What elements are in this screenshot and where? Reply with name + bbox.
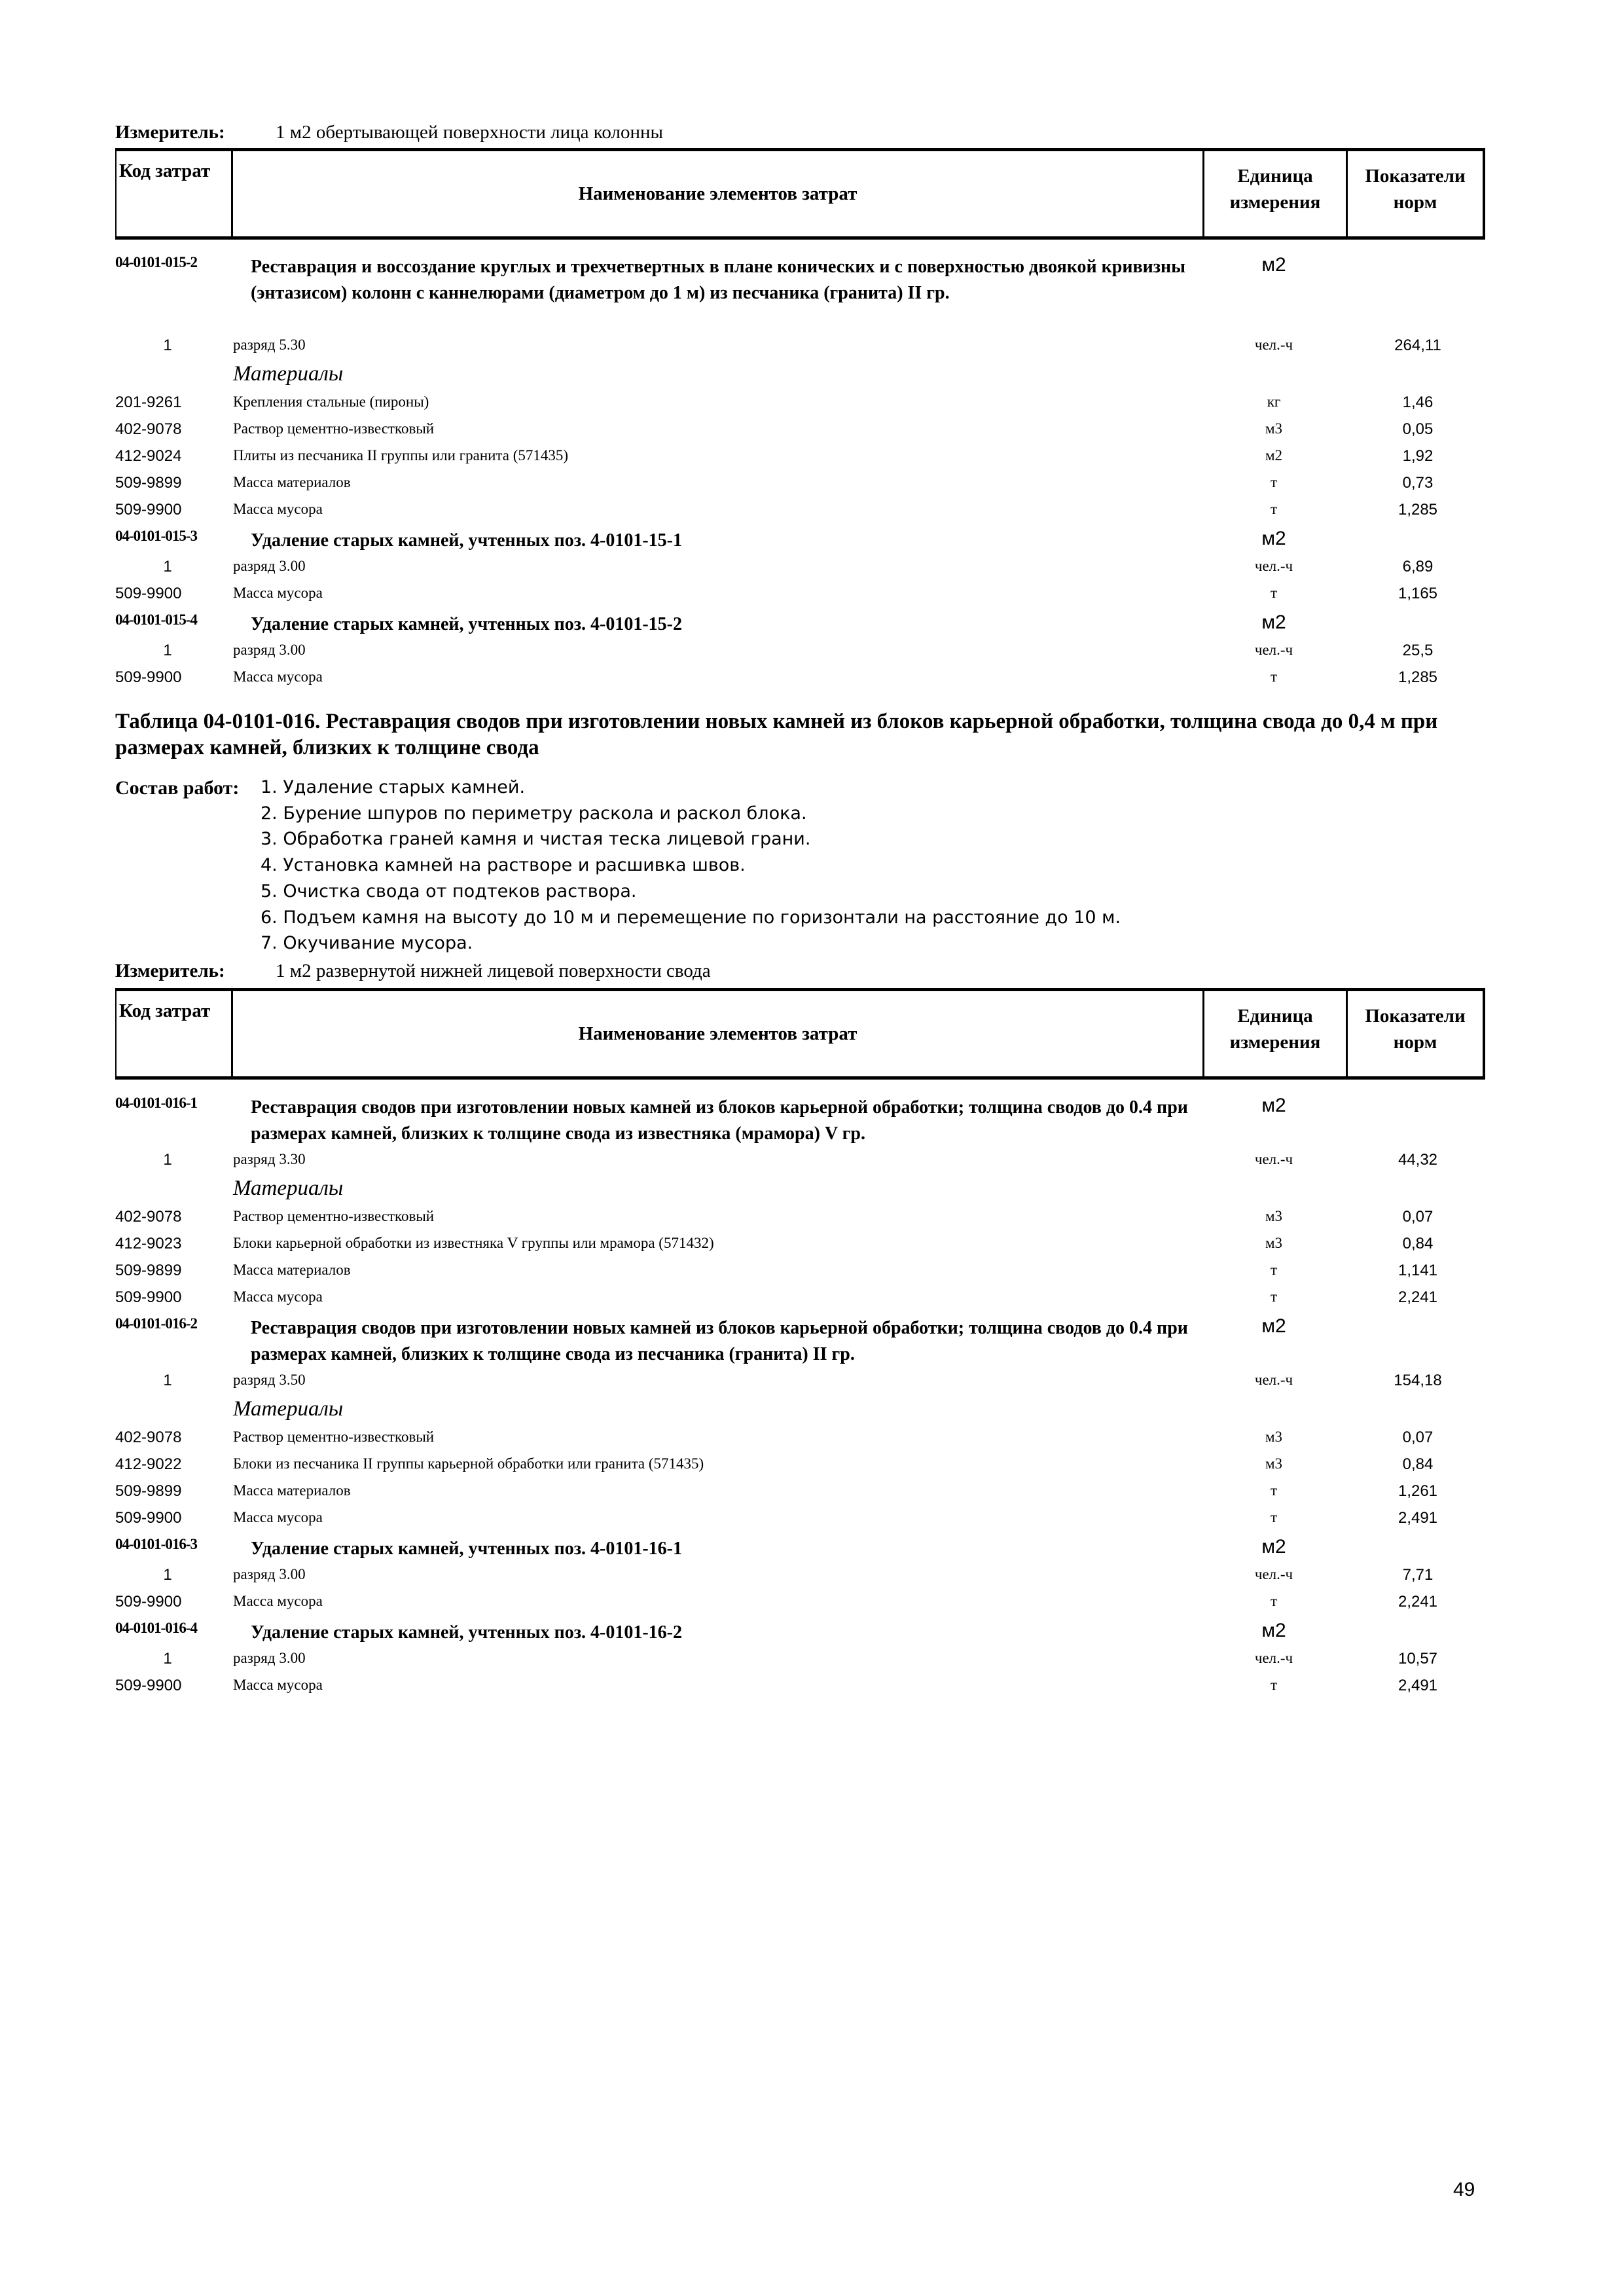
cost-code: 04-0101-015-3 <box>115 528 197 544</box>
norm-value: 1,46 <box>1402 393 1434 411</box>
materials-heading-row <box>115 363 1485 393</box>
header-norm <box>1348 151 1483 236</box>
table-row <box>115 447 1485 474</box>
item-name: разряд 3.00 <box>233 1650 306 1666</box>
cost-code: 04-0101-015-4 <box>115 611 197 628</box>
table-row <box>115 668 1485 695</box>
norm-value: 2,491 <box>1398 1677 1438 1694</box>
measure-label: Измеритель: <box>115 122 225 143</box>
norm-value: 154,18 <box>1394 1372 1442 1389</box>
table-row <box>115 1429 1485 1455</box>
header-unit-line1: Единица <box>1237 166 1313 187</box>
table-row <box>115 1262 1485 1288</box>
unit: м3 <box>1265 1208 1283 1224</box>
table-row <box>115 585 1485 611</box>
item-name: Масса мусора <box>233 1288 323 1305</box>
cost-code: 509-9899 <box>115 474 182 492</box>
work-label: Состав работ: <box>115 777 240 799</box>
table-row <box>115 501 1485 528</box>
cost-code: 509-9899 <box>115 1262 182 1279</box>
norm-value: 1,261 <box>1398 1482 1438 1500</box>
unit: т <box>1270 501 1278 517</box>
header-unit-line2: измерения <box>1229 192 1321 213</box>
item-name: разряд 3.50 <box>233 1372 306 1388</box>
unit: м2 <box>1261 1095 1286 1116</box>
item-name: Удаление старых камней, учтенных поз. 4-0101-16-1 <box>251 1539 682 1559</box>
norm-title-row <box>115 1095 1485 1151</box>
cost-code: 04-0101-016-1 <box>115 1095 197 1111</box>
materials-heading-row <box>115 1178 1485 1208</box>
norm-title-row <box>115 611 1485 642</box>
item-name: разряд 3.30 <box>233 1151 306 1167</box>
table-row <box>115 1208 1485 1235</box>
norm-value: 2,241 <box>1398 1288 1438 1306</box>
table-row <box>115 1235 1485 1262</box>
table-row <box>115 1151 1485 1178</box>
unit: чел.-ч <box>1254 1151 1293 1167</box>
cost-code: 509-9899 <box>115 1482 182 1500</box>
norm-value: 264,11 <box>1394 337 1441 354</box>
table-row <box>115 558 1485 585</box>
table-row <box>115 1593 1485 1620</box>
table-row <box>115 1482 1485 1509</box>
item-name: Блоки карьерной обработки из известняка V группы или мрамора (571432) <box>233 1235 714 1251</box>
table-row <box>115 337 1485 363</box>
unit: т <box>1270 1593 1278 1609</box>
cost-code: 509-9900 <box>115 1288 182 1306</box>
cost-code: 509-9900 <box>115 1509 182 1527</box>
item-name: Плиты из песчаника II группы или гранита (571435) <box>233 447 569 464</box>
table-row <box>115 393 1485 420</box>
item-name: Раствор цементно-известковый <box>233 1429 435 1445</box>
work-item: 2. Бурение шпуров по периметру раскола и раскол блока. <box>261 803 807 824</box>
norm-value: 0,07 <box>1402 1208 1434 1226</box>
unit: т <box>1270 1482 1278 1499</box>
table-row <box>115 474 1485 501</box>
measure-line-1 <box>115 122 663 143</box>
cost-code: 509-9900 <box>115 668 182 686</box>
cost-code: 509-9900 <box>115 501 182 519</box>
table-title: Таблица 04-0101-016. Реставрация сводов при изготовлении новых камней из блоков карьерной обработки, толщина свода до 0,4 м при размерах камней, близких к толщине свода <box>115 710 1438 759</box>
unit: чел.-ч <box>1254 1372 1293 1388</box>
item-name: Материалы <box>233 362 344 386</box>
table-header-2 <box>115 988 1485 1080</box>
header-code: Код затрат <box>117 991 233 1076</box>
table-row <box>115 1509 1485 1536</box>
measure-line-2 <box>115 960 711 982</box>
norm-value: 0,05 <box>1402 420 1434 438</box>
unit: м3 <box>1265 420 1283 437</box>
norm-value: 6,89 <box>1402 558 1434 575</box>
item-name: разряд 3.00 <box>233 642 306 658</box>
table-row <box>115 1566 1485 1593</box>
norm-value: 25,5 <box>1402 642 1434 659</box>
section-015-rows <box>115 254 1485 695</box>
norm-value: 7,71 <box>1402 1566 1434 1584</box>
item-number: 1 <box>163 558 172 575</box>
work-item: 3. Обработка граней камня и чистая теска лицевой грани. <box>261 829 811 850</box>
unit: т <box>1270 1509 1278 1525</box>
materials-heading-row <box>115 1398 1485 1429</box>
norm-title-row <box>115 1536 1485 1566</box>
cost-code: 402-9078 <box>115 1208 182 1226</box>
unit: м2 <box>1261 1536 1286 1558</box>
item-name: Удаление старых камней, учтенных поз. 4-0101-16-2 <box>251 1622 682 1643</box>
unit: м3 <box>1265 1429 1283 1445</box>
item-name: Реставрация сводов при изготовлении новых камней из блоков карьерной обработки; толщина сводов до 0.4 при размерах камней, близких к толщине свода из известняка (мрамора) V гр. <box>251 1097 1188 1144</box>
unit: м2 <box>1265 447 1283 464</box>
item-name: Блоки из песчаника II группы карьерной обработки или гранита (571435) <box>233 1455 704 1472</box>
header-unit-line2: измерения <box>1229 1032 1321 1053</box>
unit: чел.-ч <box>1254 558 1293 574</box>
header-norm <box>1348 991 1483 1076</box>
cost-code: 04-0101-016-4 <box>115 1620 197 1636</box>
unit: м2 <box>1261 1620 1286 1641</box>
item-name: Раствор цементно-известковый <box>233 1208 435 1224</box>
norm-title-row <box>115 1620 1485 1650</box>
work-item: 5. Очистка свода от подтеков раствора. <box>261 881 637 902</box>
norm-value: 1,285 <box>1398 668 1438 686</box>
header-name: Наименование элементов затрат <box>233 151 1204 236</box>
norm-value: 0,84 <box>1402 1455 1434 1473</box>
unit: м2 <box>1261 611 1286 633</box>
table-row <box>115 1650 1485 1677</box>
unit: т <box>1270 585 1278 601</box>
table-row <box>115 1372 1485 1398</box>
table-header-1 <box>115 148 1485 240</box>
work-item: 7. Окучивание мусора. <box>261 933 473 954</box>
section-016-rows <box>115 1095 1485 1704</box>
cost-code: 412-9023 <box>115 1235 182 1252</box>
table-row <box>115 1455 1485 1482</box>
header-norm-line2: норм <box>1393 192 1437 213</box>
cost-code: 412-9022 <box>115 1455 182 1473</box>
header-name: Наименование элементов затрат <box>233 991 1204 1076</box>
table-row <box>115 1288 1485 1315</box>
item-number: 1 <box>163 1372 172 1389</box>
cost-code: 412-9024 <box>115 447 182 465</box>
measure-value: 1 м2 развернутой нижней лицевой поверхности свода <box>276 960 711 981</box>
item-number: 1 <box>163 1566 172 1584</box>
item-name: Раствор цементно-известковый <box>233 420 435 437</box>
norm-value: 0,84 <box>1402 1235 1434 1252</box>
unit: м2 <box>1261 1315 1286 1337</box>
unit: чел.-ч <box>1254 642 1293 658</box>
cost-code: 04-0101-015-2 <box>115 254 197 270</box>
work-item: 1. Удаление старых камней. <box>261 777 526 797</box>
table-row <box>115 642 1485 668</box>
unit: м2 <box>1261 254 1286 276</box>
item-name: Крепления стальные (пироны) <box>233 393 429 410</box>
norm-title-row <box>115 1315 1485 1372</box>
unit: чел.-ч <box>1254 1566 1293 1582</box>
header-norm-line2: норм <box>1393 1032 1437 1053</box>
item-name: Масса мусора <box>233 668 323 685</box>
header-unit <box>1204 991 1348 1076</box>
item-name: Материалы <box>233 1176 344 1200</box>
cost-code: 201-9261 <box>115 393 182 411</box>
cost-code: 04-0101-016-3 <box>115 1536 197 1552</box>
table-row <box>115 420 1485 447</box>
item-name: разряд 3.00 <box>233 558 306 574</box>
work-item: 6. Подъем камня на высоту до 10 м и перемещение по горизонтали на расстояние до 10 м. <box>261 907 1121 928</box>
norm-value: 2,491 <box>1398 1509 1438 1527</box>
item-name: Масса мусора <box>233 1677 323 1693</box>
cost-code: 402-9078 <box>115 420 182 438</box>
unit: кг <box>1267 393 1281 410</box>
item-name: разряд 5.30 <box>233 337 306 353</box>
item-name: разряд 3.00 <box>233 1566 306 1582</box>
norm-value: 44,32 <box>1398 1151 1438 1169</box>
cost-code: 509-9900 <box>115 585 182 602</box>
item-number: 1 <box>163 1650 172 1667</box>
cost-code: 04-0101-016-2 <box>115 1315 197 1332</box>
item-name: Масса материалов <box>233 1262 351 1278</box>
unit: чел.-ч <box>1254 1650 1293 1666</box>
measure-label: Измеритель: <box>115 960 225 981</box>
norm-value: 1,141 <box>1398 1262 1438 1279</box>
item-name: Масса мусора <box>233 585 323 601</box>
item-name: Масса материалов <box>233 474 351 490</box>
unit: м3 <box>1265 1455 1283 1472</box>
item-name: Масса мусора <box>233 1509 323 1525</box>
norm-title-row <box>115 254 1485 337</box>
header-norm-line1: Показатели <box>1365 166 1466 187</box>
unit: т <box>1270 1262 1278 1278</box>
norm-value: 0,07 <box>1402 1429 1434 1446</box>
norm-value: 1,285 <box>1398 501 1438 519</box>
unit: т <box>1270 668 1278 685</box>
item-name: Удаление старых камней, учтенных поз. 4-0101-15-2 <box>251 614 682 634</box>
page-number: 49 <box>1453 2179 1475 2200</box>
unit: т <box>1270 1677 1278 1693</box>
item-number: 1 <box>163 1151 172 1169</box>
cost-code: 509-9900 <box>115 1677 182 1694</box>
item-name: Реставрация и воссоздание круглых и трехчетвертных в плане конических и с поверхностью двоякой кривизны (энтазисом) колонн с каннелюрами (диаметром до 1 м) из песчаника (гранита) II гр. <box>251 257 1185 303</box>
norm-value: 1,165 <box>1398 585 1438 602</box>
item-number: 1 <box>163 337 172 354</box>
table-row <box>115 1677 1485 1704</box>
cost-code: 509-9900 <box>115 1593 182 1611</box>
item-name: Удаление старых камней, учтенных поз. 4-0101-15-1 <box>251 530 682 551</box>
header-norm-line1: Показатели <box>1365 1006 1466 1027</box>
norm-value: 0,73 <box>1402 474 1434 492</box>
header-unit-line1: Единица <box>1237 1006 1313 1027</box>
norm-value: 10,57 <box>1398 1650 1438 1667</box>
unit: чел.-ч <box>1254 337 1293 353</box>
norm-value: 1,92 <box>1402 447 1434 465</box>
item-name: Масса мусора <box>233 501 323 517</box>
norm-value: 2,241 <box>1398 1593 1438 1611</box>
cost-code: 402-9078 <box>115 1429 182 1446</box>
work-item: 4. Установка камней на растворе и расшивка швов. <box>261 855 746 876</box>
item-name: Материалы <box>233 1397 344 1421</box>
item-name: Масса мусора <box>233 1593 323 1609</box>
item-name: Масса материалов <box>233 1482 351 1499</box>
unit: м2 <box>1261 528 1286 549</box>
unit: т <box>1270 1288 1278 1305</box>
header-unit <box>1204 151 1348 236</box>
measure-value: 1 м2 обертывающей поверхности лица колонны <box>276 122 664 143</box>
header-code: Код затрат <box>117 151 233 236</box>
norm-title-row <box>115 528 1485 558</box>
item-name: Реставрация сводов при изготовлении новых камней из блоков карьерной обработки; толщина сводов до 0.4 при размерах камней, близких к толщине свода из песчаника (гранита) II гр. <box>251 1318 1188 1364</box>
unit: м3 <box>1265 1235 1283 1251</box>
unit: т <box>1270 474 1278 490</box>
item-number: 1 <box>163 642 172 659</box>
